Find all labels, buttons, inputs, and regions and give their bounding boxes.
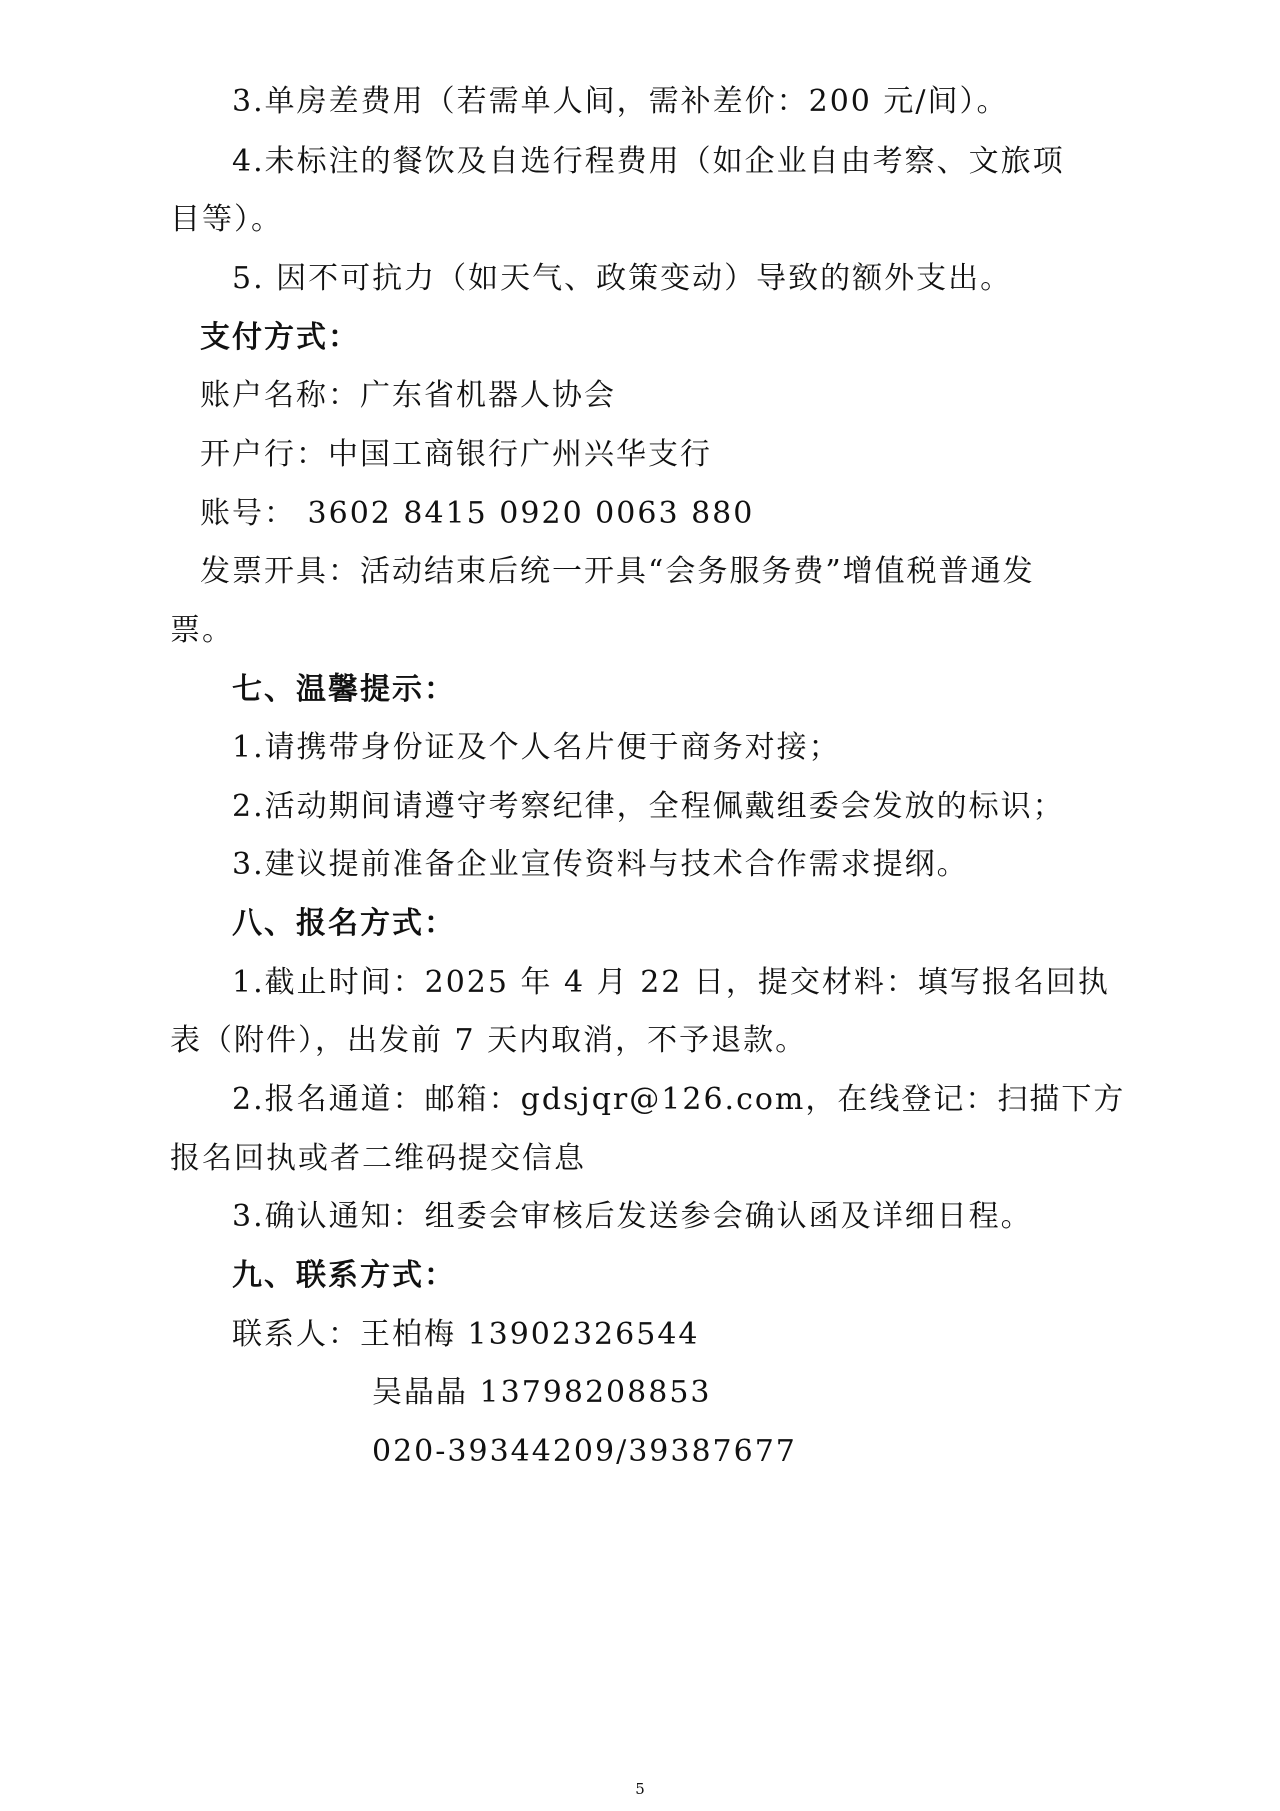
- contact-phone: 020-39344209/39387677: [372, 1434, 797, 1469]
- tips-heading: 七、温馨提示：: [232, 672, 456, 707]
- register-heading: 八、报名方式：: [232, 906, 456, 941]
- tip-2: 2.活动期间请遵守考察纪律，全程佩戴组委会发放的标识；: [232, 789, 1065, 824]
- cost-item-4-line-2: 目等）。: [170, 202, 283, 237]
- account-number: 账号： 3602 8415 0920 0063 880: [200, 496, 755, 531]
- tip-1: 1.请携带身份证及个人名片便于商务对接；: [232, 730, 841, 765]
- cost-item-4-line-1: 4.未标注的餐饮及自选行程费用（如企业自由考察、文旅项: [232, 144, 1065, 179]
- register-2-line-2: 报名回执或者二维码提交信息: [170, 1141, 586, 1176]
- payment-heading: 支付方式：: [200, 320, 360, 355]
- cost-item-5: 5. 因不可抗力（如天气、政策变动）导致的额外支出。: [232, 261, 1013, 296]
- contact-person-2: 吴晶晶 13798208853: [372, 1375, 712, 1410]
- contact-heading: 九、联系方式：: [232, 1258, 456, 1293]
- register-2-line-1: 2.报名通道：邮箱：gdsjqr@126.com，在线登记：扫描下方: [232, 1082, 1126, 1117]
- account-name: 账户名称：广东省机器人协会: [200, 378, 616, 413]
- cost-item-3: 3.单房差费用（若需单人间，需补差价：200 元/间）。: [232, 84, 1009, 119]
- invoice-line-2: 票。: [170, 613, 234, 648]
- register-1-line-2: 表（附件），出发前 7 天内取消，不予退款。: [170, 1023, 808, 1058]
- invoice-line-1: 发票开具：活动结束后统一开具“会务服务费”增值税普通发: [200, 554, 1035, 589]
- contact-person-1: 联系人：王柏梅 13902326544: [232, 1317, 700, 1352]
- bank-name: 开户行：中国工商银行广州兴华支行: [200, 437, 712, 472]
- tip-3: 3.建议提前准备企业宣传资料与技术合作需求提纲。: [232, 847, 969, 882]
- register-1-line-1: 1.截止时间：2025 年 4 月 22 日，提交材料：填写报名回执: [232, 965, 1110, 1000]
- register-3: 3.确认通知：组委会审核后发送参会确认函及详细日程。: [232, 1199, 1033, 1234]
- page-number: 5: [635, 1780, 645, 1798]
